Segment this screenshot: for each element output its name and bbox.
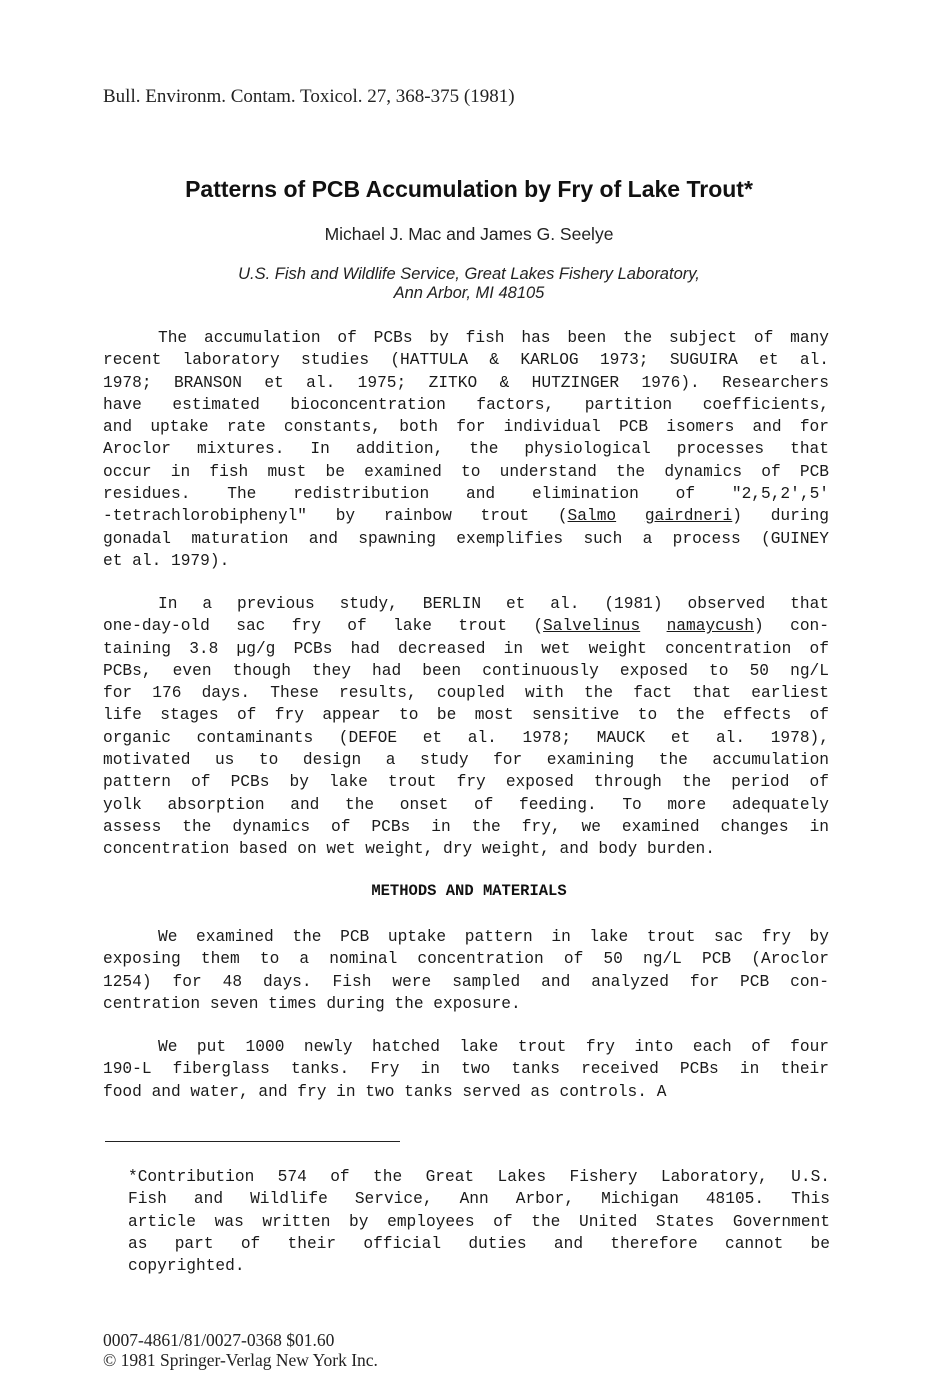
footnote-divider [105,1141,400,1142]
text-fragment: -tetrachlorobiphenyl" by rainbow trout ( [103,507,568,526]
text-line: 190-L fiberglass tanks. Fry in two tanks received PCBs in their [103,1060,829,1079]
species-epithet: namaycush [666,617,755,636]
text-line: organic contaminants (DEFOE et al. 1978; MAUCK et al. 1978), [103,728,829,747]
text-line: pattern of PCBs by lake trout fry exposed through the period of [103,773,829,792]
footnote [128,1166,830,1277]
text-line: taining 3.8 µg/g PCBs had decreased in wet weight concentration of [103,639,829,658]
text-line: recent laboratory studies (HATTULA & KARLOG 1973; SUGUIRA et al. [103,351,829,370]
footnote-line: article was written by employees of the United States Government [128,1212,830,1231]
paragraph-4 [103,1036,829,1103]
text-line: et al. 1979). [103,551,230,570]
species-genus: Salvelinus [543,617,641,636]
affiliation [0,265,938,303]
text-line: have estimated bioconcentration factors, partition coefficients, [103,395,829,414]
text-fragment: ) during [732,507,829,526]
text-line: We examined the PCB uptake pattern in lake trout sac fry by [158,928,829,946]
species-epithet: gairdneri [644,507,733,526]
text-line: 1254) for 48 days. Fish were sampled and analyzed for PCB con- [103,972,829,991]
paragraph-3 [103,926,829,1015]
footnote-line: copyrighted. [128,1257,245,1276]
text-line: assess the dynamics of PCBs in the fry, we examined changes in [103,817,829,836]
text-line-species [103,615,829,637]
text-line-species [103,505,829,527]
text-line: 1978; BRANSON et al. 1975; ZITKO & HUTZINGER 1976). Researchers [103,373,829,392]
text-line: exposing them to a nominal concentration of 50 ng/L PCB (Aroclor [103,950,829,969]
affiliation-line-1: U.S. Fish and Wildlife Service, Great Lakes Fishery Laboratory, [238,265,700,283]
text-line: centration seven times during the exposure. [103,994,521,1013]
text-line: concentration based on wet weight, dry weight, and body burden. [103,840,715,859]
text-line: food and water, and fry in two tanks served as controls. A [103,1082,667,1101]
text-line: We put 1000 newly hatched lake trout fry into each of four [158,1038,829,1056]
text-fragment: one-day-old sac fry of lake trout ( [103,617,544,636]
species-genus: Salmo [567,507,617,526]
text-fragment: ) con- [754,617,829,636]
footnote-line: *Contribution 574 of the Great Lakes Fishery Laboratory, U.S. [128,1168,830,1186]
text-line: life stages of fry appear to be most sensitive to the effects of [103,706,829,725]
paragraph-2 [103,593,829,861]
paragraph-1 [103,327,829,572]
footnote-line: as part of their official duties and therefore cannot be [128,1234,830,1253]
section-heading: METHODS AND MATERIALS [371,882,567,900]
text-line: yolk absorption and the onset of feeding. To more adequately [103,795,829,814]
text-line: for 176 days. These results, coupled with the fact that earliest [103,684,829,703]
paper-title: Patterns of PCB Accumulation by Fry of Lake Trout* [185,176,753,202]
text-line: Aroclor mixtures. In addition, the physiological processes that [103,440,829,459]
issn-code: 0007-4861/81/0027-0368 $01.60 [103,1330,335,1350]
footnote-line: Fish and Wildlife Service, Ann Arbor, Michigan 48105. This [128,1190,830,1209]
text-line: residues. The redistribution and elimination of "2,5,2',5' [103,485,829,504]
text-line: motivated us to design a study for examining the accumulation [103,751,829,770]
authors: Michael J. Mac and James G. Seelye [324,224,614,244]
journal-reference: Bull. Environm. Contam. Toxicol. 27, 368-375 (1981) [103,86,515,107]
text-line: and uptake rate constants, both for individual PCB isomers and for [103,418,829,437]
text-line: occur in fish must be examined to understand the dynamics of PCB [103,462,829,481]
text-line: gonadal maturation and spawning exemplifies such a process (GUINEY [103,529,829,548]
copyright-notice: © 1981 Springer-Verlag New York Inc. [103,1350,378,1370]
text-line: In a previous study, BERLIN et al. (1981) observed that [158,595,829,613]
text-line: The accumulation of PCBs by fish has been the subject of many [158,329,829,347]
affiliation-line-2: Ann Arbor, MI 48105 [393,284,545,302]
text-line: PCBs, even though they had been continuously exposed to 50 ng/L [103,661,829,680]
